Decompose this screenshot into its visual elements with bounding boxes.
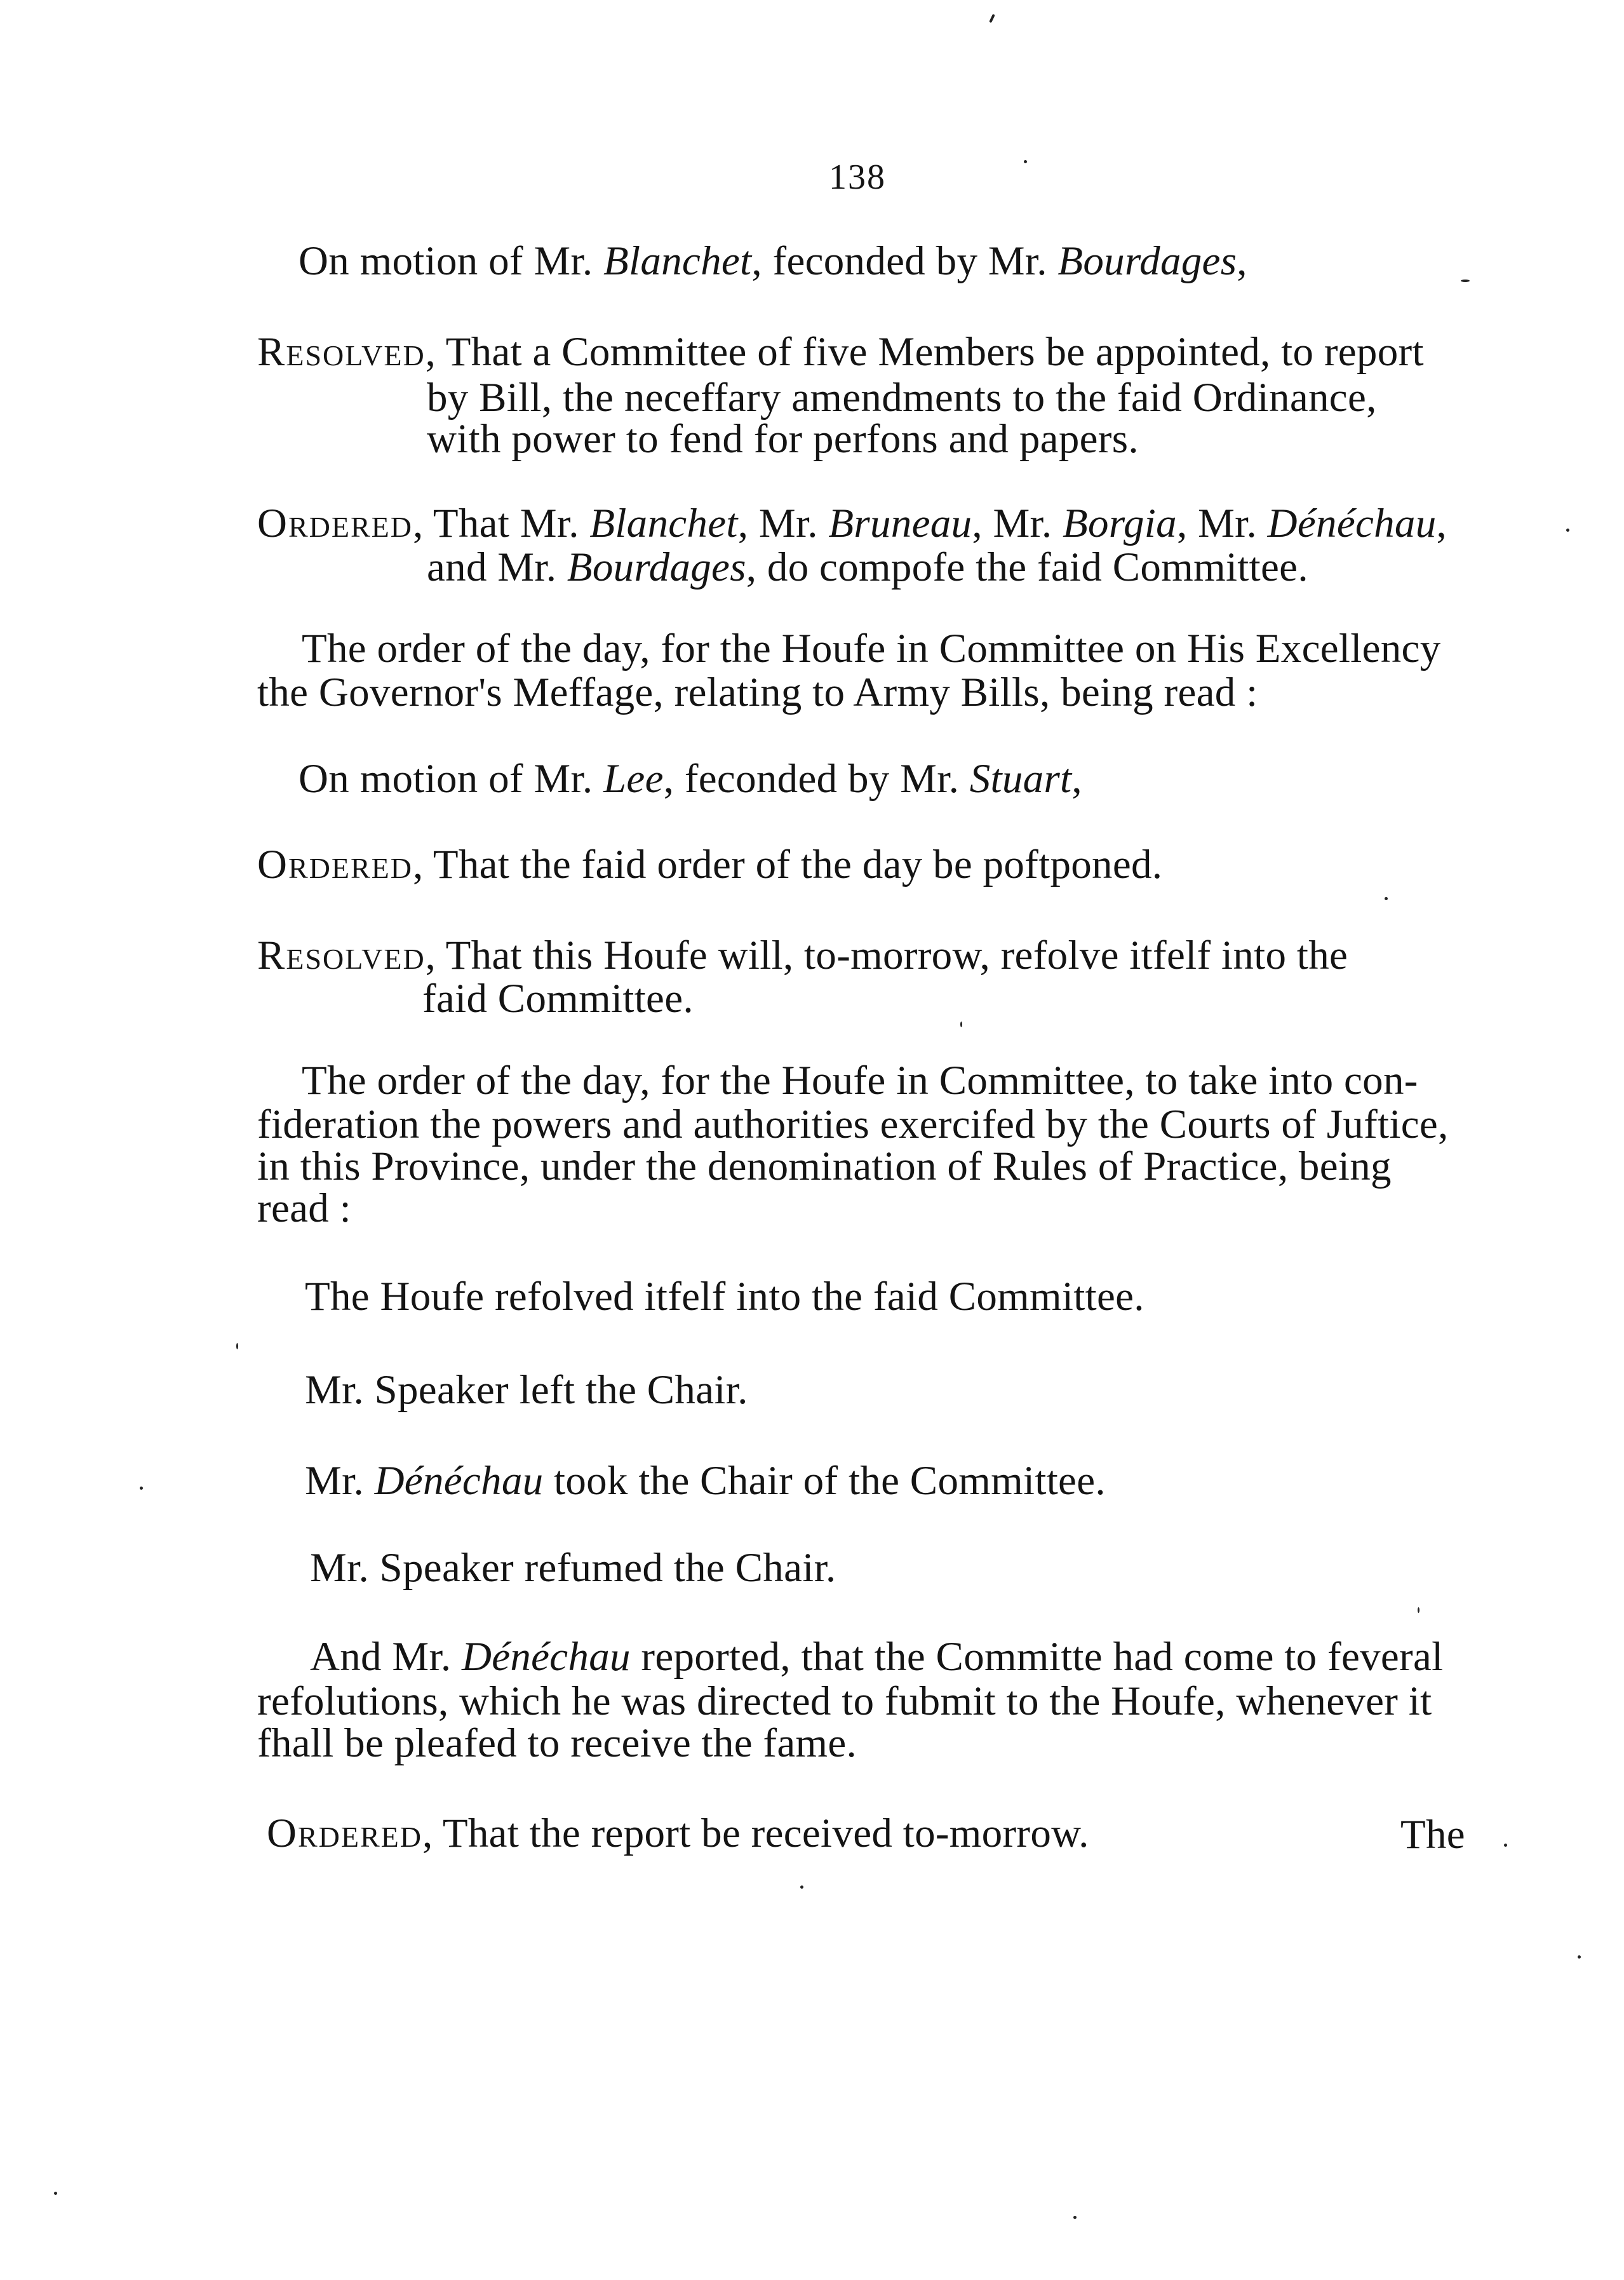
motion-text: , feconded by Mr. <box>751 238 1058 284</box>
member-name: Bruneau <box>828 501 972 546</box>
report-text: And Mr. <box>310 1634 462 1680</box>
scan-speck <box>960 1022 962 1027</box>
proceeding-line: The Houfe refolved itfelf into the faid Committee. <box>305 1274 1144 1319</box>
punctuation: , <box>1071 756 1082 802</box>
paragraph-line: The order of the day, for the Houfe in Committee on His Excellency <box>302 626 1441 671</box>
order-text: , Mr. <box>972 501 1063 546</box>
scan-speck <box>1566 529 1569 532</box>
paragraph-line: read : <box>257 1185 351 1231</box>
order-text: , do compofe the faid Committee. <box>746 544 1308 590</box>
member-name: Stuart <box>969 756 1072 802</box>
ordered-label: Ordered <box>257 842 413 887</box>
scan-speck <box>140 1487 143 1490</box>
order-line <box>267 1811 1089 1856</box>
motion-line-2 <box>299 756 1082 802</box>
resolution-line <box>257 329 1424 375</box>
ordered-label: Ordered <box>267 1811 422 1856</box>
proceeding-text: took the Chair of the Committee. <box>543 1458 1106 1504</box>
motion-text: On motion of Mr. <box>299 756 603 802</box>
paragraph-line: the Governor's Meffage, relating to Army Bills, being read : <box>257 670 1258 715</box>
member-name: Blanchet <box>589 501 738 546</box>
scan-speck <box>1504 1844 1507 1847</box>
resolved-label: Resolved <box>257 329 426 375</box>
punctuation: , <box>1237 238 1247 284</box>
report-line: fhall be pleafed to receive the fame. <box>257 1720 857 1766</box>
member-name: Dénéchau <box>1267 501 1437 546</box>
motion-text: On motion of Mr. <box>299 238 603 284</box>
member-name: Dénéchau <box>374 1458 544 1504</box>
scan-speck <box>1024 160 1027 163</box>
catchword: The <box>1400 1812 1465 1858</box>
proceeding-text: Mr. <box>305 1458 375 1504</box>
report-line <box>310 1634 1444 1680</box>
resolution-text: , That a Committee of five Members be appointed, to report <box>425 329 1424 375</box>
order-line <box>427 544 1308 590</box>
report-text: reported, that the Committe had come to feveral <box>630 1634 1444 1680</box>
member-name: Bourdages <box>567 544 746 590</box>
resolution-line: faid Committee. <box>422 976 694 1022</box>
scan-speck <box>1073 2216 1077 2219</box>
order-text: , Mr. <box>737 501 829 546</box>
resolution-line <box>257 933 1348 978</box>
motion-line-1 <box>299 238 1247 284</box>
scan-speck <box>236 1343 238 1349</box>
order-text: , That the report be received to-morrow. <box>422 1811 1089 1856</box>
ordered-label: Ordered <box>257 501 413 546</box>
proceeding-line: Mr. Speaker left the Chair. <box>305 1367 748 1413</box>
proceeding-line <box>305 1458 1106 1504</box>
scan-speck <box>1385 897 1388 900</box>
order-line <box>257 842 1162 887</box>
scan-speck <box>1578 1955 1581 1959</box>
report-line: refolutions, which he was directed to fubmit to the Houfe, whenever it <box>257 1678 1432 1724</box>
member-name: Blanchet <box>603 238 752 284</box>
paragraph-line: in this Province, under the denomination of Rules of Practice, being <box>257 1143 1392 1189</box>
paragraph-line: The order of the day, for the Houfe in Committee, to take into con- <box>302 1058 1418 1103</box>
resolution-line: by Bill, the neceffary amendments to the faid Ordinance, <box>427 375 1377 421</box>
order-line <box>257 501 1447 546</box>
punctuation: , <box>1436 501 1447 546</box>
resolved-label: Resolved <box>257 933 426 978</box>
page-number: 138 <box>829 158 886 197</box>
order-text: , Mr. <box>1176 501 1268 546</box>
order-text: , That the faid order of the day be poftponed. <box>412 842 1163 887</box>
member-name: Bourdages <box>1057 238 1237 284</box>
resolution-text: , That this Houfe will, to-morrow, refolve itfelf into the <box>425 933 1348 978</box>
scan-speck <box>800 1885 803 1889</box>
scan-speck <box>989 14 995 23</box>
motion-text: , feconded by Mr. <box>663 756 970 802</box>
member-name: Borgia <box>1063 501 1177 546</box>
member-name: Dénéchau <box>461 1634 631 1680</box>
proceeding-line: Mr. Speaker refumed the Chair. <box>310 1545 836 1591</box>
paragraph-line: fideration the powers and authorities exercifed by the Courts of Juftice, <box>257 1102 1449 1147</box>
member-name: Lee <box>603 756 664 802</box>
resolution-line: with power to fend for perfons and papers. <box>427 416 1139 462</box>
scan-speck <box>54 2192 57 2195</box>
order-text: , That Mr. <box>412 501 590 546</box>
order-text: and Mr. <box>427 544 567 590</box>
scan-speck <box>1418 1607 1419 1613</box>
scan-speck <box>1461 280 1470 282</box>
